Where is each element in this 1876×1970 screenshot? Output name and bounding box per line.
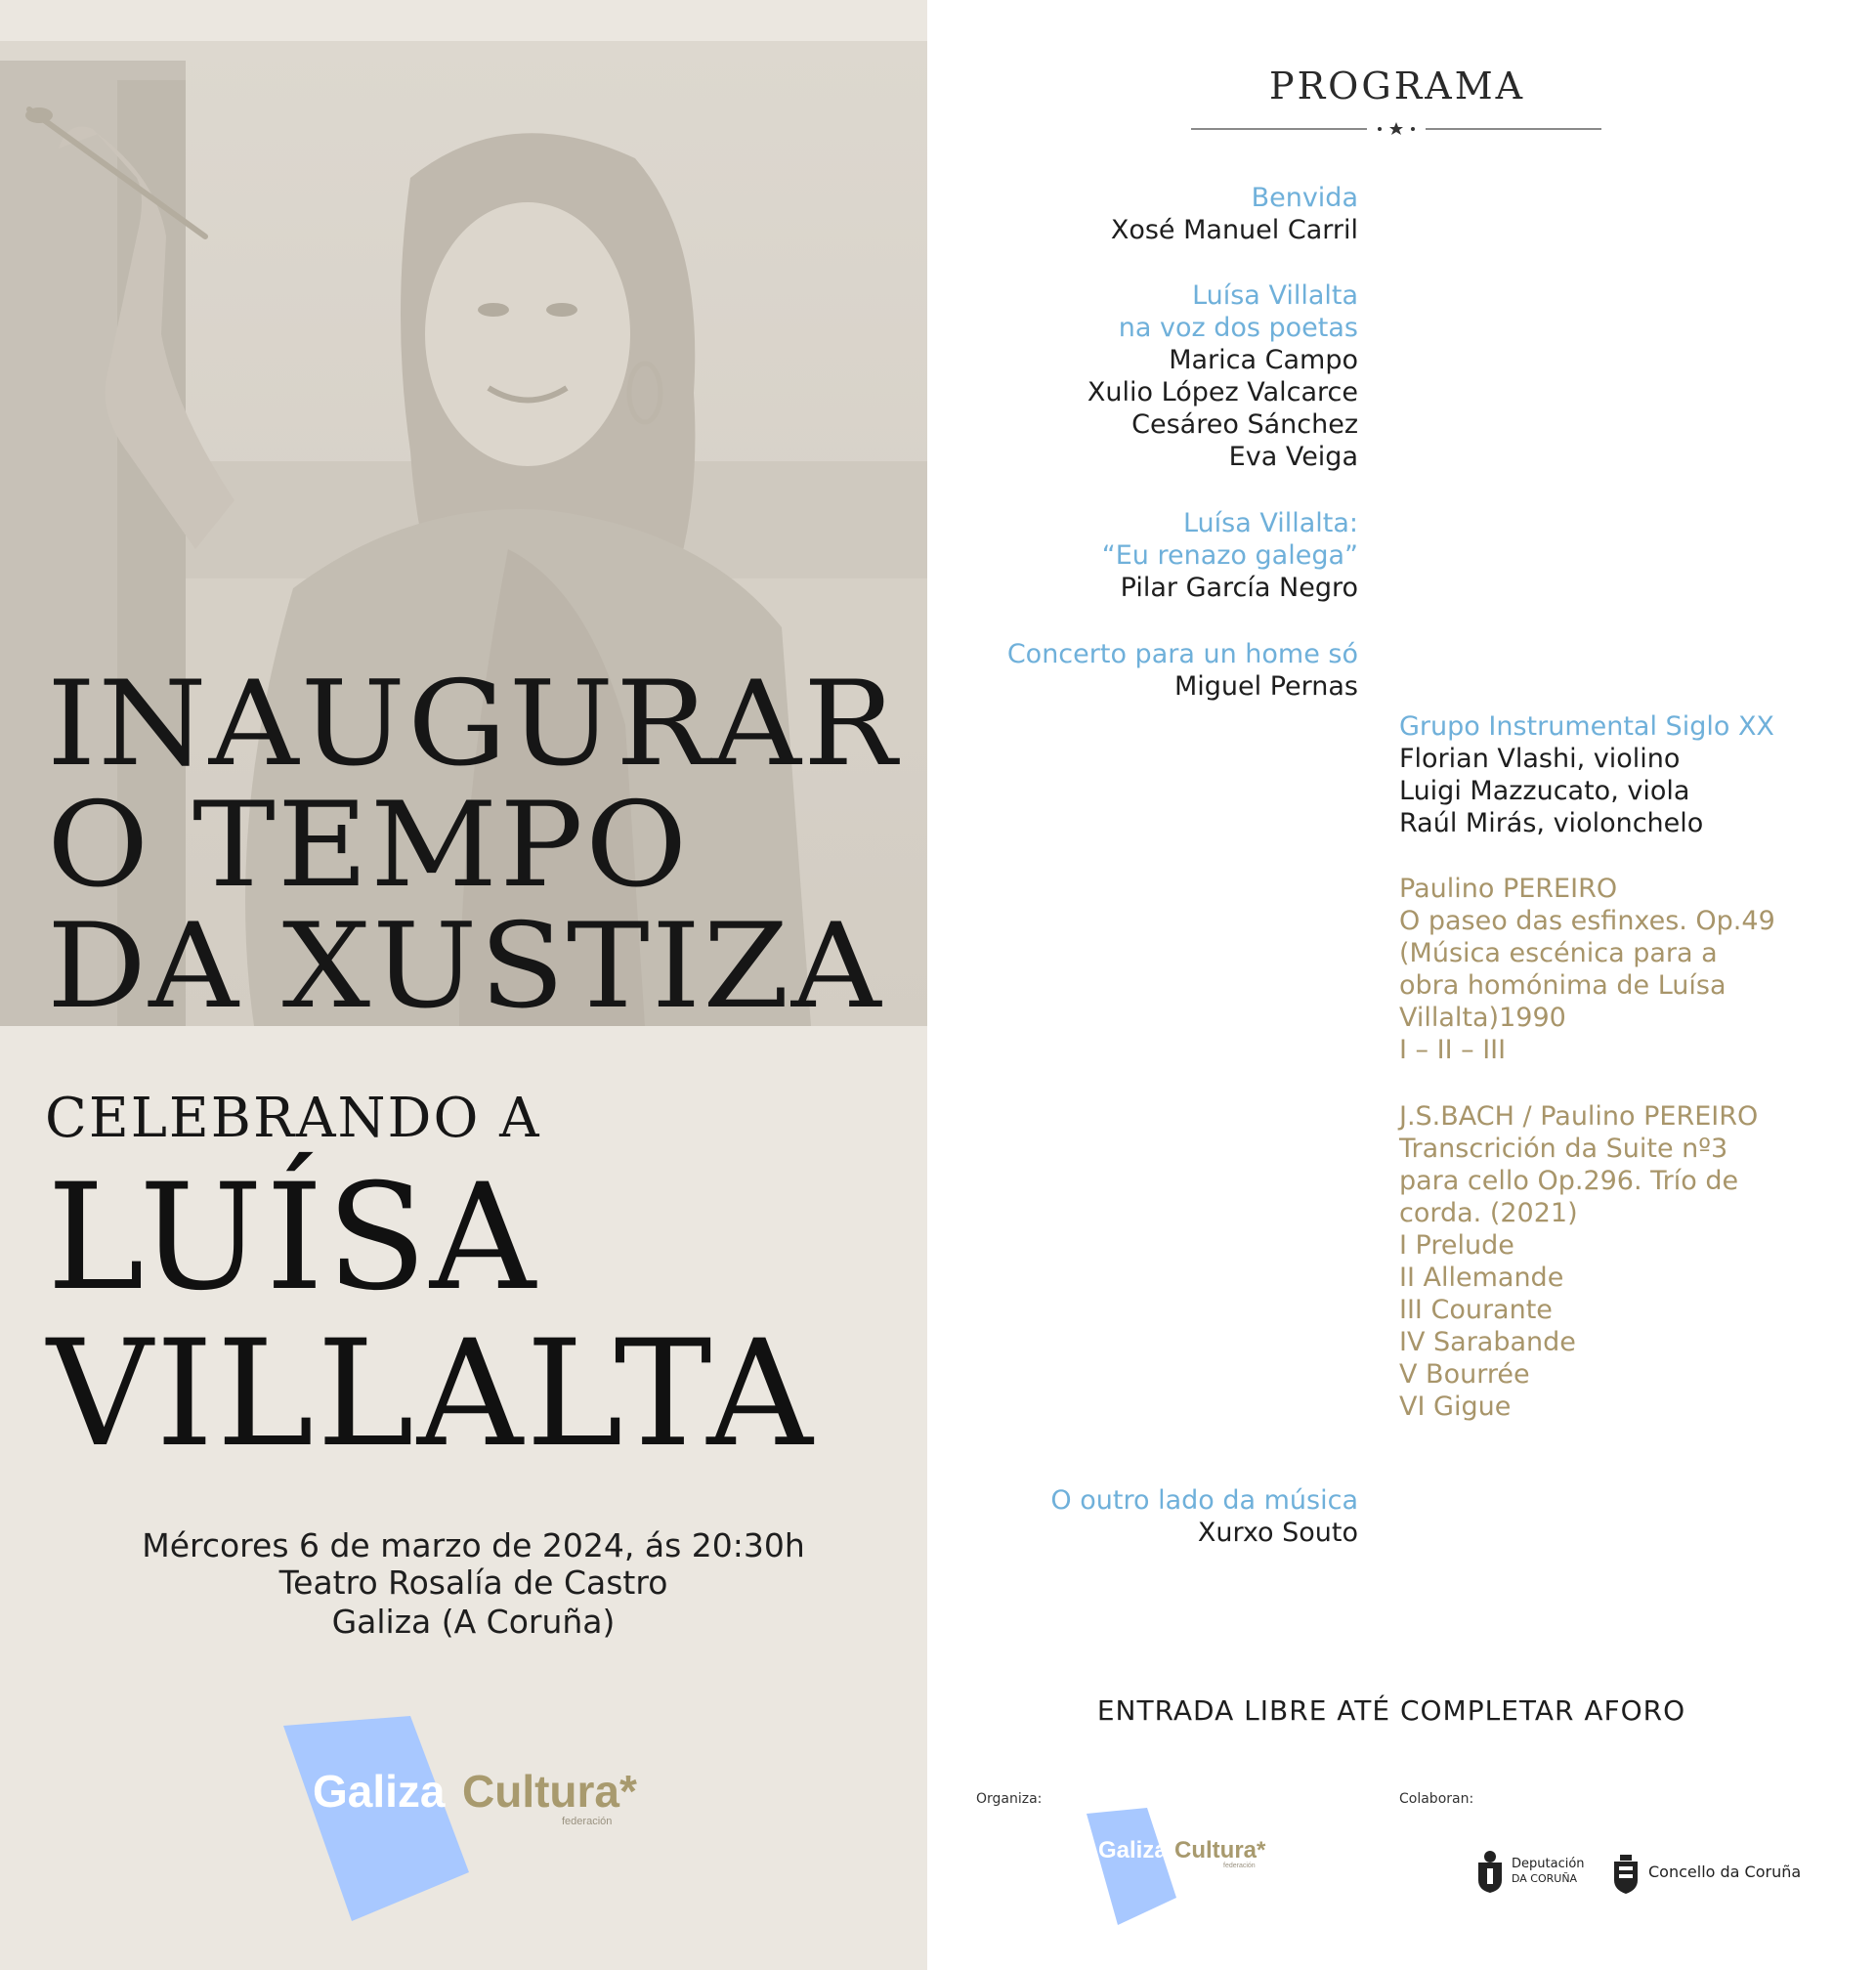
logo-tagline: federación [562,1816,613,1827]
piece1-line: obra homónima de Luísa [1399,970,1727,1001]
concello-label: Concello da Coruña [1648,1863,1802,1881]
organiza-label: Organiza: [976,1791,1043,1807]
section-concerto-person: Miguel Pernas [1173,671,1358,702]
closing-person: Xurxo Souto [1197,1518,1358,1548]
admission-note: ENTRADA LIBRE ATÉ COMPLETAR AFORO [1096,1694,1686,1727]
concello-coruna-logo [1611,1855,1826,1894]
poet-name: Cesáreo Sánchez [1131,409,1358,440]
piece1-line: I – II – III [1399,1035,1507,1065]
colaboran-label: Colaboran: [1399,1791,1474,1807]
programa-heading: PROGRAMA [1269,64,1526,107]
logo-shape [1087,1808,1292,1925]
ensemble-member: Raúl Mirás, violonchelo [1399,808,1704,838]
galiza-cultura-logo-small [1087,1808,1292,1925]
logo-text-cultura: Cultura* [1174,1837,1266,1863]
poster-left-panel [0,0,927,1970]
event-place: Galiza (A Coruña) [331,1603,616,1641]
poet-name: Marica Campo [1169,345,1358,375]
piece1-line: (Música escénica para a [1399,938,1718,968]
piece2-movement: IV Sarabande [1399,1327,1576,1357]
logo-tagline: federación [1223,1863,1256,1869]
title-line-1: INAUGURAR [47,657,899,792]
title-line-2: O TEMPO [47,778,690,914]
piece2-movement: I Prelude [1399,1230,1514,1261]
section-concerto-title: Concerto para un home só [1006,639,1358,669]
section-benvida-person: Xosé Manuel Carril [1110,215,1358,245]
poster-right-panel [927,0,1876,1970]
event-datetime: Mércores 6 de marzo de 2024, ás 20:30h [142,1526,805,1564]
deputacion-label-1: Deputación [1512,1857,1585,1871]
piece2-line: corda. (2021) [1399,1198,1578,1228]
piece2-line: para cello Op.296. Trío de [1399,1166,1739,1196]
poet-name: Xulio López Valcarce [1087,377,1358,407]
heading-divider [1191,119,1601,139]
closing-title: O outro lado da música [1050,1485,1358,1516]
title-line-3: DA XUSTIZA [47,899,883,1035]
deputacion-coruna-logo [1474,1849,1601,1898]
honoree-last-name: VILLALTA [47,1309,816,1479]
subtitle: CELEBRANDO A [45,1087,541,1150]
logo-shape [283,1716,694,1921]
city-shield-icon [1611,1855,1641,1894]
piece2-movement: II Allemande [1399,1263,1564,1293]
section-renazo-title-1: Luísa Villalta: [1182,508,1358,538]
ensemble-member: Luigi Mazzucato, viola [1399,776,1690,806]
section-benvida-title: Benvida [1251,183,1358,213]
honoree-first-name: LUÍSA [47,1153,539,1323]
section-renazo-person: Pilar García Negro [1120,573,1358,603]
coat-of-arms-icon [1474,1849,1506,1894]
ensemble-name: Grupo Instrumental Siglo XX [1399,711,1774,742]
piece1-line: O paseo das esfinxes. Op.49 [1399,906,1775,936]
logo-text-cultura: Cultura* [462,1766,637,1817]
piece1-line: Paulino PEREIRO [1399,874,1618,904]
piece2-line: Transcrición da Suite nº3 [1399,1134,1728,1164]
poet-name: Eva Veiga [1228,442,1358,472]
logo-text-galiza: Galiza [1098,1837,1168,1863]
piece2-movement: V Bourrée [1399,1359,1530,1390]
deputacion-label-2: DA CORUÑA [1512,1872,1578,1885]
event-venue: Teatro Rosalía de Castro [278,1563,668,1602]
piece2-movement: VI Gigue [1399,1392,1512,1422]
section-poets-title-1: Luísa Villalta [1192,280,1358,311]
section-renazo-title-2: “Eu renazo galega” [1101,540,1358,571]
ensemble-member: Florian Vlashi, violino [1399,744,1681,774]
logo-text-galiza: Galiza [313,1766,446,1817]
piece2-line: J.S.BACH / Paulino PEREIRO [1399,1101,1759,1132]
section-poets-title-2: na voz dos poetas [1118,313,1358,343]
galiza-cultura-logo [283,1716,694,1921]
piece1-line: Villalta)1990 [1399,1003,1566,1033]
piece2-movement: III Courante [1399,1295,1553,1325]
